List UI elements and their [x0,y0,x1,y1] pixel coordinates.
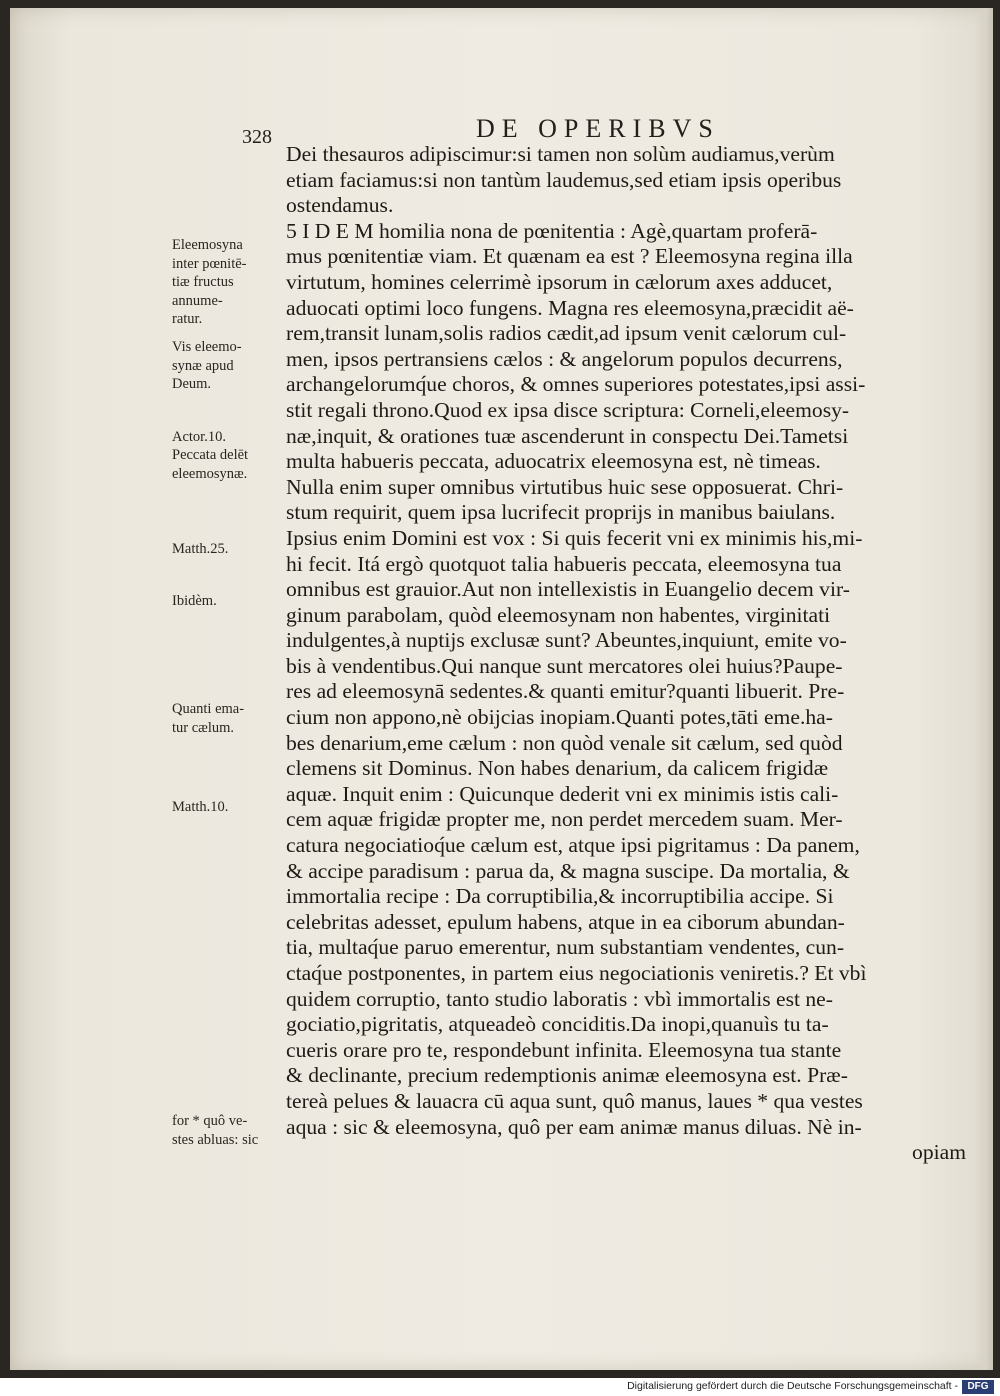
text-line: cem aquæ frigidæ propter me, non perdet mercedem suam. Mer- [286,807,843,832]
margin-note-line: Deum. [172,376,212,392]
margin-note-line: eleemosynæ. [172,465,248,482]
text-line: næ,inquit, & orationes tuæ ascenderunt in conspectu Dei.Tametsi [286,423,849,448]
text-line: 5 I D E M homilia nona de pœnitentia : Agè,quartam proferā- [286,218,818,243]
margin-note-line: Matth.10. [172,799,229,815]
text-line: gociatio,pigritatis, atqueadeò conciditis.Da inopi,quanuìs tu ta- [286,1012,829,1037]
margin-note-line: Ibidèm. [172,593,217,609]
text-line: Dei thesauros adipiscimur:si tamen non solùm audiamus,verùm [286,142,835,166]
text-line: bis à vendentibus.Qui nanque sunt mercatores olei huius?Paupe- [286,653,843,678]
margin-note-3 [172,428,290,447]
text-line: mus pœnitentiæ viam. Et quænam ea est ? Eleemosyna regina illa [286,244,853,269]
text-line: hi fecit. Itá ergò quotquot talia habueris peccata, eleemosyna tua [286,551,842,576]
margin-note-9 [172,1112,290,1149]
text-line: ginum parabolam, quòd eleemosynam non habentes, virginitati [286,602,831,627]
text-line: & accipe paradisum : parua da, & magna suscipe. Da mortalia, & [286,858,850,883]
margin-note-line: Eleemosyna [172,237,243,253]
text-line: ctaq́ue postponentes, in partem eius negociationis veniretis.? Et vbì [286,961,867,985]
text-line: & declinante, precium redemptionis animæ eleemosyna est. Præ- [286,1063,848,1088]
margin-note-6 [172,592,290,611]
text-line: clemens sit Dominus. Non habes denarium, da calicem frigidæ [286,756,829,781]
footer-credit: Digitalisierung gefördert durch die Deutsche Forschungsgemeinschaft - [627,1380,958,1392]
text-line: Nulla enim super omnibus virtutibus huic sese opposuerat. Chri- [286,474,844,499]
text-line: tereà pelues & lauacra cū aqua sunt, quô manus, laues * qua vestes [286,1088,863,1113]
text-line: omnibus est grauior.Aut non intellexistis in Euangelio decem vir- [286,577,850,602]
text-line: ostendamus. [286,193,394,218]
margin-note-line: inter pœnitē- [172,255,247,272]
text-line: tia, multaq́ue paruo emerentur, num substantiam vendentes, cun- [286,935,845,960]
text-line: stit regali throno.Quod ex ipsa disce scriptura: Corneli,eleemosy- [286,397,850,422]
text-line: opiam [912,1140,966,1165]
margin-note-7 [172,700,290,737]
text-line: virtutum, homines celerrimè ipsorum in cælorum axes adducet, [286,269,833,294]
margin-note-5 [172,540,290,559]
footer-bar [0,1378,1000,1396]
margin-note-line: stes abluas: sic [172,1131,259,1148]
text-line: men, ipsos pertransiens cælos : & angelorum populos decurrens, [286,346,843,371]
margin-note-line: Vis eleemo- [172,339,242,355]
text-line: aduocati optimi loco fungens. Magna res eleemosyna,præcidit aë- [286,295,854,320]
text-line: aquæ. Inquit enim : Quicunque dederit vni ex minimis istis cali- [286,781,839,806]
margin-note-line: Actor.10. [172,429,226,445]
main-text-block [286,142,966,1166]
text-line: rem,transit lunam,solis radios cædit,ad ipsum venit cælorum cul- [286,321,847,346]
text-line: catura negociatioq́ue cælum est, atque ipsi pigritamus : Da panem, [286,833,860,858]
margin-note-1 [172,236,290,329]
margin-note-line: for * quô ve- [172,1113,248,1129]
margin-note-8 [172,798,290,817]
text-line: cium non appono,nè obijcias inopiam.Quanti potes,tāti eme.ha- [286,705,833,730]
margin-note-line: tiæ fructus [172,274,234,290]
margin-note-line: Quanti ema- [172,701,245,717]
text-line: bes denarium,eme cælum : non quòd venale sit cælum, sed quòd [286,730,843,755]
margin-note-line: tur cælum. [172,719,235,736]
text-line: cueris orare pro te, respondebunt infinita. Eleemosyna tua stante [286,1037,842,1062]
text-line: archangelorumq́ue choros, & omnes superiores potestates,ipsi assi- [286,372,866,397]
text-line: etiam faciamus:si non tantùm laudemus,sed etiam ipsis operibus [286,167,842,192]
margin-note-line: annume- [172,292,223,309]
page-number: 328 [242,126,272,148]
text-line: quidem corruptio, tanto studio laboratis : vbì immortalis est ne- [286,986,833,1011]
running-title: DE OPERIBVS [476,114,720,143]
text-line: immortalia recipe : Da corruptibilia,& incorruptibilia accipe. Si [286,884,834,909]
text-line: multa habueris peccata, aduocatrix eleemosyna est, nè timeas. [286,449,821,474]
margin-note-line: Peccata delēt [172,447,249,463]
dfg-logo: DFG [962,1380,994,1394]
text-line: aqua : sic & eleemosyna, quô per eam animæ manus diluas. Nè in- [286,1114,862,1139]
margin-note-line: Matth.25. [172,541,229,557]
text-line: indulgentes,à nuptijs exclusæ sunt? Abeuntes,inquiunt, emite vo- [286,628,847,653]
margin-note-4 [172,446,290,483]
text-line: celebritas adesset, epulum habens, atque in ea ciborum abundan- [286,909,845,934]
text-line: Ipsius enim Domini est vox : Si quis fecerit vni ex minimis his,mi- [286,525,863,550]
text-line: stum requirit, quem ipsa lucrifecit proprijs in manibus baiulans. [286,500,836,525]
margin-note-2 [172,338,290,394]
margin-note-line: ratur. [172,311,203,327]
margin-note-line: synæ apud [172,357,234,374]
text-line: res ad eleemosynā sedentes.& quanti emitur?quanti libuerit. Pre- [286,679,845,704]
